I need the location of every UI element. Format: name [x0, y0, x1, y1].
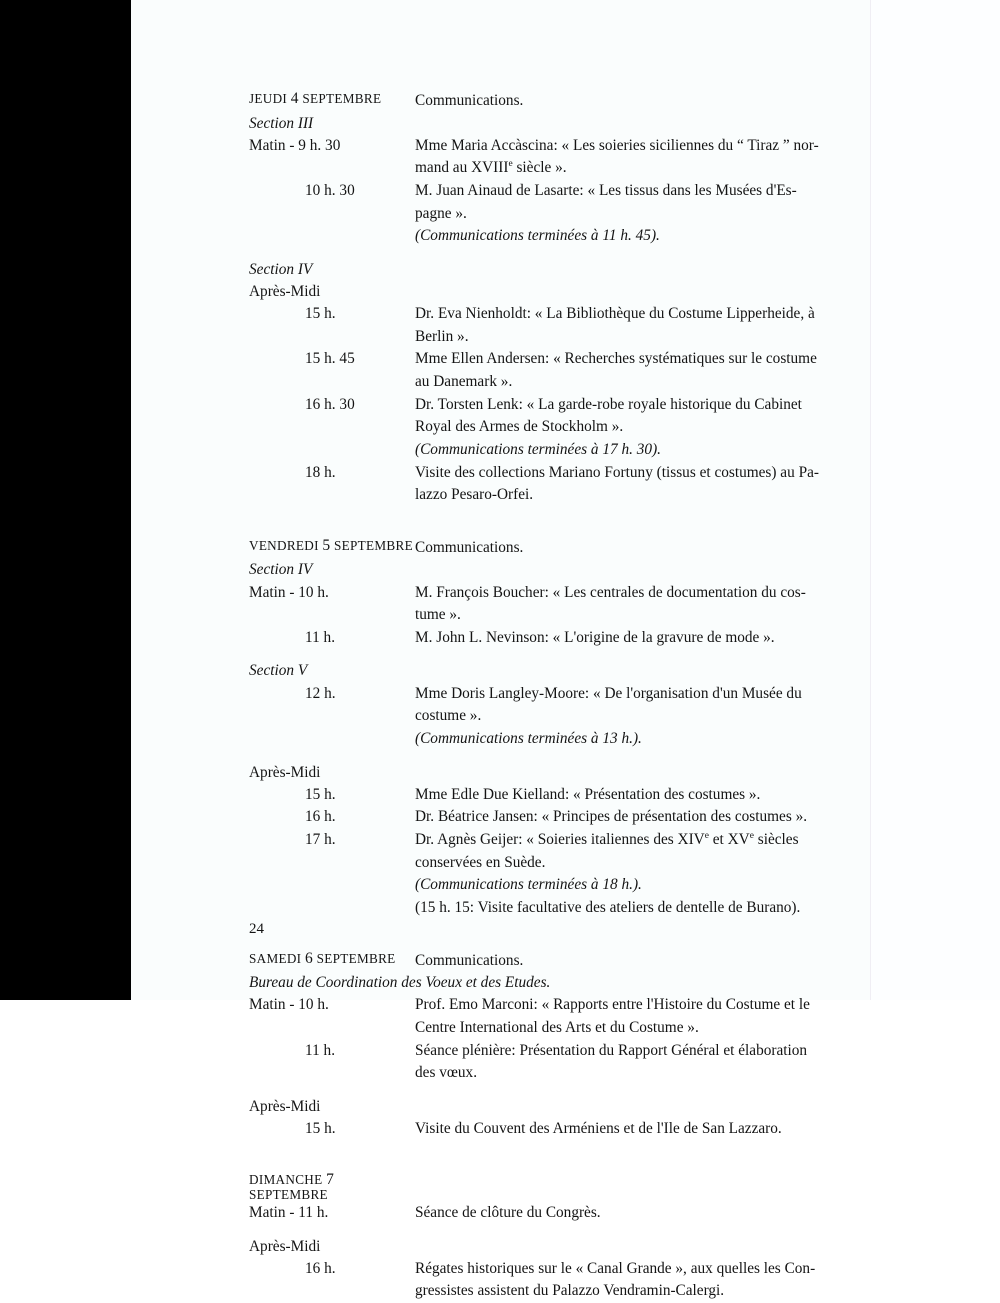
time-label: 15 h. — [305, 305, 336, 323]
time-cell — [249, 683, 415, 706]
schedule-row — [249, 180, 827, 248]
day-header: JEUDI 4 SEPTEMBRE — [249, 90, 382, 107]
day-header-number: 5 — [322, 536, 331, 554]
part-of-day-label: Après-Midi — [249, 1237, 321, 1255]
schedule-row — [249, 348, 827, 393]
time-label: 17 h. — [305, 830, 336, 848]
day-header-note: Communications. — [415, 538, 524, 556]
time-label: 15 h. — [305, 1120, 336, 1138]
group-spacer — [249, 1225, 827, 1236]
entry-line: au Danemark ». — [415, 373, 513, 391]
time-cell — [249, 180, 415, 203]
entry-text — [415, 135, 827, 180]
schedule-row — [249, 394, 827, 462]
entry-line: Prof. Emo Marconi: « Rapports entre l'Histoire du Costume et le — [415, 996, 810, 1014]
entry-line: M. John L. Nevinson: « L'origine de la gravure de mode ». — [415, 628, 775, 646]
entry-line: Mme Edle Due Kielland: « Présentation des costumes ». — [415, 785, 761, 803]
entry-line: Mme Doris Langley-Moore: « De l'organisation d'un Musée du — [415, 684, 802, 702]
programme-content — [249, 90, 827, 1303]
entry-text — [415, 1040, 827, 1085]
schedule-row — [249, 994, 827, 1039]
entry-line: Dr. Agnès Geijer: « Soieries italiennes des XIVe et XVe siècles — [415, 830, 799, 849]
entry-text — [415, 1202, 827, 1225]
entry-note-line: (Communications terminées à 11 h. 45). — [415, 227, 660, 245]
entry-text — [415, 627, 827, 650]
day-header-row — [249, 537, 827, 560]
time-cell — [249, 806, 415, 829]
entry-text — [415, 829, 827, 920]
entry-line: Mme Maria Accàscina: « Les soieries siciliennes du “ Tiraz ” nor- — [415, 136, 819, 154]
entry-text — [415, 582, 827, 627]
schedule-row — [249, 627, 827, 650]
entry-text — [415, 180, 827, 248]
day-block — [249, 537, 827, 920]
day-spacer — [249, 920, 827, 950]
day-header-number: 6 — [304, 949, 314, 967]
outer-margin — [871, 0, 1000, 1000]
day-header-note: Communications. — [415, 951, 524, 969]
group-spacer — [249, 1085, 827, 1096]
section-row — [249, 113, 827, 135]
entry-line: Berlin ». — [415, 327, 469, 345]
entry-text — [415, 1236, 827, 1303]
entry-note-line: (Communications terminées à 13 h.). — [415, 729, 642, 747]
time-label: 15 h. 45 — [305, 350, 355, 368]
part-of-day-label: Matin - 10 h. — [249, 996, 329, 1014]
section-label: Section III — [249, 114, 314, 132]
day-header-row — [249, 90, 827, 113]
section-label: Bureau de Coordination des Voeux et des Etudes. — [249, 974, 551, 992]
day-header: VENDREDI 5 SEPTEMBRE — [249, 536, 413, 554]
part-of-day-label: Après-Midi — [249, 763, 321, 781]
section-label: Section V — [249, 662, 308, 680]
time-label: 16 h. — [305, 1260, 336, 1277]
time-label: 11 h. — [305, 1041, 336, 1059]
entry-line: Dr. Eva Nienholdt: « La Bibliothèque du Costume Lipperheide, à — [415, 305, 815, 323]
schedule-row — [249, 1096, 827, 1141]
schedule-row — [249, 829, 827, 920]
time-label: 11 h. — [305, 628, 336, 646]
time-cell — [249, 462, 415, 485]
section-row — [249, 259, 827, 281]
time-cell — [249, 135, 415, 157]
time-label: 10 h. 30 — [305, 182, 355, 200]
entry-line: lazzo Pesaro-Orfei. — [415, 486, 534, 504]
entry-text — [415, 806, 827, 829]
entry-line: tume ». — [415, 606, 461, 624]
part-of-day-label: Matin - 11 h. — [249, 1204, 329, 1222]
entry-line: Séance plénière: Présentation du Rapport Général et élaboration — [415, 1041, 808, 1059]
section-label: Section IV — [249, 561, 313, 579]
time-cell — [249, 627, 415, 650]
entry-line: Dr. Torsten Lenk: « La garde-robe royale historique du Cabinet — [415, 395, 802, 413]
day-header-note: Communications. — [415, 92, 524, 109]
day-header-number: 4 — [290, 90, 299, 107]
part-of-day-label: Matin - 9 h. 30 — [249, 136, 341, 154]
entry-line: Mme Ellen Andersen: « Recherches systématiques sur le costume — [415, 350, 817, 368]
time-cell — [249, 762, 415, 807]
part-of-day-label: Après-Midi — [249, 283, 321, 301]
time-cell — [249, 394, 415, 417]
schedule-row — [249, 683, 827, 751]
time-cell — [249, 281, 415, 326]
group-spacer — [249, 248, 827, 259]
day-block — [249, 1171, 827, 1303]
entry-line: gressistes assistent du Palazzo Vendramin-Calergi. — [415, 1282, 725, 1300]
schedule-row — [249, 1040, 827, 1085]
time-cell — [249, 1236, 415, 1281]
entry-line: M. François Boucher: « Les centrales de documentation du cos- — [415, 583, 806, 601]
time-cell — [249, 582, 415, 604]
day-header-number: 7 — [326, 1170, 335, 1188]
day-header-row — [249, 950, 827, 973]
time-label: 16 h. — [305, 808, 336, 826]
entry-line: pagne ». — [415, 204, 467, 222]
time-cell — [249, 1096, 415, 1141]
entry-note-line: (Communications terminées à 18 h.). — [415, 876, 642, 894]
entry-line: Dr. Béatrice Jansen: « Principes de présentation des costumes ». — [415, 808, 808, 826]
entry-text — [415, 1096, 827, 1141]
day-block — [249, 90, 827, 507]
entry-line: Visite du Couvent des Arméniens et de l'Ile de San Lazzaro. — [415, 1119, 782, 1137]
page-number: 24 — [249, 921, 264, 937]
section-row — [249, 559, 827, 581]
part-of-day-label: Matin - 10 h. — [249, 583, 329, 601]
group-spacer — [249, 751, 827, 762]
entry-text — [415, 762, 827, 807]
entry-note-line: (Communications terminées à 17 h. 30). — [415, 440, 661, 458]
entry-text — [415, 462, 827, 507]
day-header-row — [249, 1171, 827, 1203]
time-cell — [249, 829, 415, 852]
time-cell — [249, 994, 415, 1016]
entry-line: des vœux. — [415, 1064, 478, 1082]
schedule-row — [249, 806, 827, 829]
schedule-row — [249, 1236, 827, 1303]
section-label: Section IV — [249, 261, 313, 279]
section-row — [249, 972, 827, 994]
entry-text — [415, 281, 827, 348]
schedule-row — [249, 462, 827, 507]
schedule-row — [249, 762, 827, 807]
day-spacer — [249, 507, 827, 537]
time-cell — [249, 348, 415, 371]
entry-text — [415, 683, 827, 751]
day-header: DIMANCHE 7 SEPTEMBRE — [249, 1170, 335, 1202]
time-label: 18 h. — [305, 463, 336, 481]
schedule-row — [249, 135, 827, 180]
entry-text — [415, 394, 827, 462]
entry-line: Séance de clôture du Congrès. — [415, 1204, 601, 1222]
section-row — [249, 660, 827, 682]
time-label: 16 h. 30 — [305, 395, 355, 413]
group-spacer — [249, 649, 827, 660]
day-block — [249, 950, 827, 1141]
entry-line: mand au XVIIIe siècle ». — [415, 159, 567, 177]
time-label: 15 h. — [305, 785, 336, 803]
entry-line: costume ». — [415, 707, 482, 725]
part-of-day-label: Après-Midi — [249, 1097, 321, 1115]
entry-line: Visite des collections Mariano Fortuny (tissus et costumes) au Pa- — [415, 463, 819, 481]
day-spacer — [249, 1141, 827, 1171]
schedule-row — [249, 281, 827, 348]
time-cell — [249, 1202, 415, 1224]
entry-line: Centre International des Arts et du Costume ». — [415, 1018, 699, 1036]
entry-line: M. Juan Ainaud de Lasarte: « Les tissus dans les Musées d'Es- — [415, 182, 797, 200]
time-label: 12 h. — [305, 684, 336, 702]
entry-text — [415, 348, 827, 393]
entry-line: Royal des Armes de Stockholm ». — [415, 418, 624, 436]
entry-line: (15 h. 15: Visite facultative des ateliers de dentelle de Burano). — [415, 898, 801, 916]
entry-text — [415, 994, 827, 1039]
time-cell — [249, 1040, 415, 1063]
schedule-row — [249, 582, 827, 627]
entry-line: Régates historiques sur le « Canal Grande », aux quelles les Con- — [415, 1259, 816, 1277]
day-header: SAMEDI 6 SEPTEMBRE — [249, 949, 396, 967]
entry-line: conservées en Suède. — [415, 853, 546, 871]
schedule-row — [249, 1202, 827, 1225]
